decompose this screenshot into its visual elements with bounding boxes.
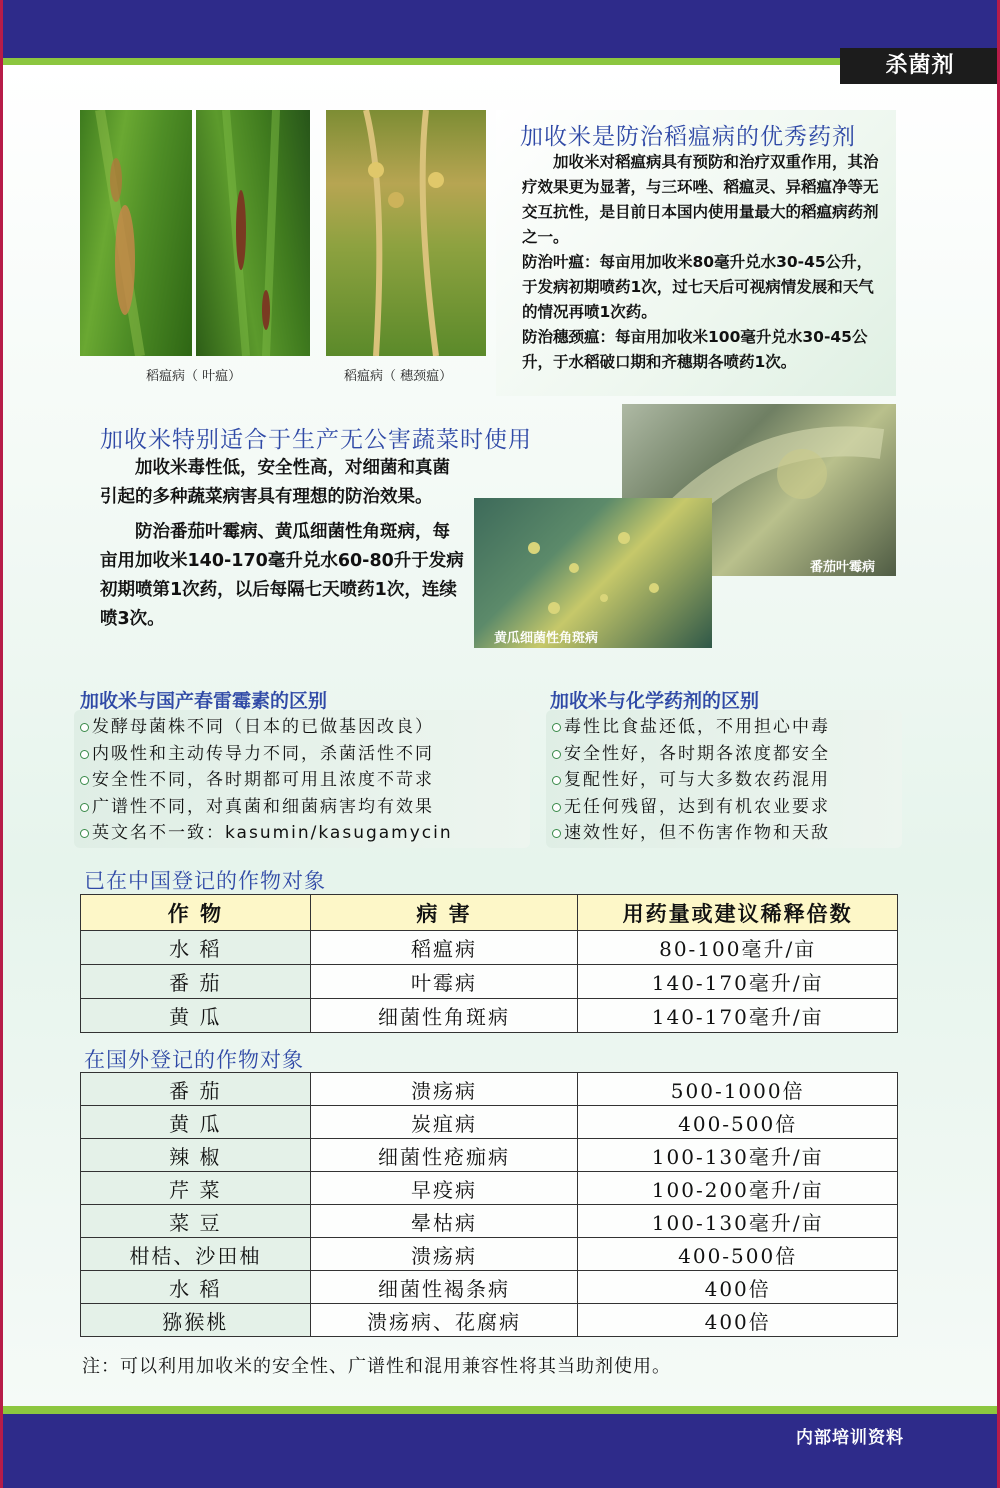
cell-disease: 炭疽病 [310, 1106, 578, 1139]
cell-dosage: 100-130毫升/亩 [578, 1205, 898, 1238]
cell-dosage: 140-170毫升/亩 [578, 965, 898, 999]
cell-disease: 溃疡病、花腐病 [310, 1304, 578, 1337]
cell-crop: 芹 菜 [81, 1172, 311, 1205]
cell-dosage: 80-100毫升/亩 [578, 931, 898, 965]
caption-cucumber: 黄瓜细菌性角斑病 [494, 631, 599, 646]
chemical-item: 无任何残留，达到有机农业要求 [552, 794, 830, 821]
cell-disease: 晕枯病 [310, 1205, 578, 1238]
veg-section-title: 加收米特别适合于生产无公害蔬菜时使用 [100, 427, 532, 453]
domestic-item: 英文名不一致：kasumin/kasugamycin [80, 820, 453, 847]
cell-dosage: 100-200毫升/亩 [578, 1172, 898, 1205]
chemical-compare-title: 加收米与化学药剂的区别 [550, 690, 760, 712]
domestic-item: 发酵母菌株不同（日本的已做基因改良） [80, 714, 453, 741]
header-crop: 作 物 [81, 895, 311, 931]
veg-para-2: 防治番茄叶霉病、黄瓜细菌性角斑病，每亩用加收米140-170毫升兑水60-80升于发病初期喷第1次药，以后每隔七天喷药1次，连续喷3次。 [100, 522, 464, 629]
chemical-item: 毒性比食盐还低，不用担心中毒 [552, 714, 830, 741]
cell-dosage: 400倍 [578, 1304, 898, 1337]
footer-label: 内部培训资料 [796, 1428, 904, 1448]
cell-crop: 水 稻 [81, 931, 311, 965]
header-disease: 病 害 [310, 895, 578, 931]
rice-neck-text: 每亩用加收米100毫升兑水30-45公升，于水稻破口期和齐穗期各喷药1次。 [522, 328, 868, 371]
cell-dosage: 100-130毫升/亩 [578, 1139, 898, 1172]
cell-dosage: 400-500倍 [578, 1106, 898, 1139]
cell-disease: 细菌性角斑病 [310, 999, 578, 1033]
cell-disease: 细菌性褐条病 [310, 1271, 578, 1304]
footnote: 注：可以利用加收米的安全性、广谱性和混用兼容性将其当助剂使用。 [82, 1356, 671, 1377]
cell-crop: 辣 椒 [81, 1139, 311, 1172]
domestic-item: 广谱性不同，对真菌和细菌病害均有效果 [80, 794, 453, 821]
domestic-item: 内吸性和主动传导力不同，杀菌活性不同 [80, 741, 453, 768]
cell-crop: 水 稻 [81, 1271, 311, 1304]
cell-crop: 菜 豆 [81, 1205, 311, 1238]
cell-disease: 早疫病 [310, 1172, 578, 1205]
caption-neck-blast: 稻瘟病（ 穗颈瘟） [344, 369, 453, 384]
cell-dosage: 400-500倍 [578, 1238, 898, 1271]
cell-disease: 溃疡病 [310, 1073, 578, 1106]
rice-intro: 加收米对稻瘟病具有预防和治疗双重作用，其治疗效果更为显著，与三环唑、稻瘟灵、异稻瘟净等无交互抗性，是目前日本国内使用量最大的稻瘟病药剂之一。 [522, 153, 879, 246]
cell-crop: 黄 瓜 [81, 999, 311, 1033]
domestic-item: 安全性不同，各时期都可用且浓度不苛求 [80, 767, 453, 794]
chemical-item: 安全性好，各时期各浓度都安全 [552, 741, 830, 768]
cell-crop: 猕猴桃 [81, 1304, 311, 1337]
caption-tomato: 番茄叶霉病 [810, 560, 876, 575]
cell-crop: 黄 瓜 [81, 1106, 311, 1139]
rice-leaf-label: 防治叶瘟： [522, 253, 600, 271]
cell-disease: 叶霉病 [310, 965, 578, 999]
china-registration-title: 已在中国登记的作物对象 [84, 869, 326, 893]
cell-crop: 柑桔、沙田柚 [81, 1238, 311, 1271]
domestic-compare-title: 加收米与国产春雷霉素的区别 [80, 690, 328, 712]
chemical-item: 复配性好，可与大多数农药混用 [552, 767, 830, 794]
rice-neck-label: 防治穗颈瘟： [522, 328, 616, 346]
caption-leaf-blast: 稻瘟病（ 叶瘟） [146, 369, 242, 384]
category-tab: 杀菌剂 [840, 48, 1000, 84]
veg-para-1: 加收米毒性低，安全性高，对细菌和真菌引起的多种蔬菜病害具有理想的防治效果。 [100, 458, 450, 507]
foreign-registration-title: 在国外登记的作物对象 [84, 1048, 304, 1072]
cell-crop: 番 茄 [81, 965, 311, 999]
header-dosage: 用药量或建议稀释倍数 [578, 895, 898, 931]
rice-leaf-text: 每亩用加收米80毫升兑水30-45公升，于发病初期喷药1次，过七天后可视病情发展和天气的情况再喷1次药。 [522, 253, 874, 321]
cell-crop: 番 茄 [81, 1073, 311, 1106]
cell-disease: 溃疡病 [310, 1238, 578, 1271]
cell-dosage: 140-170毫升/亩 [578, 999, 898, 1033]
cell-disease: 稻瘟病 [310, 931, 578, 965]
chemical-item: 速效性好，但不伤害作物和天敌 [552, 820, 830, 847]
rice-section-title: 加收米是防治稻瘟病的优秀药剂 [520, 124, 856, 150]
cell-disease: 细菌性疮痂病 [310, 1139, 578, 1172]
cell-dosage: 400倍 [578, 1271, 898, 1304]
cell-dosage: 500-1000倍 [578, 1073, 898, 1106]
